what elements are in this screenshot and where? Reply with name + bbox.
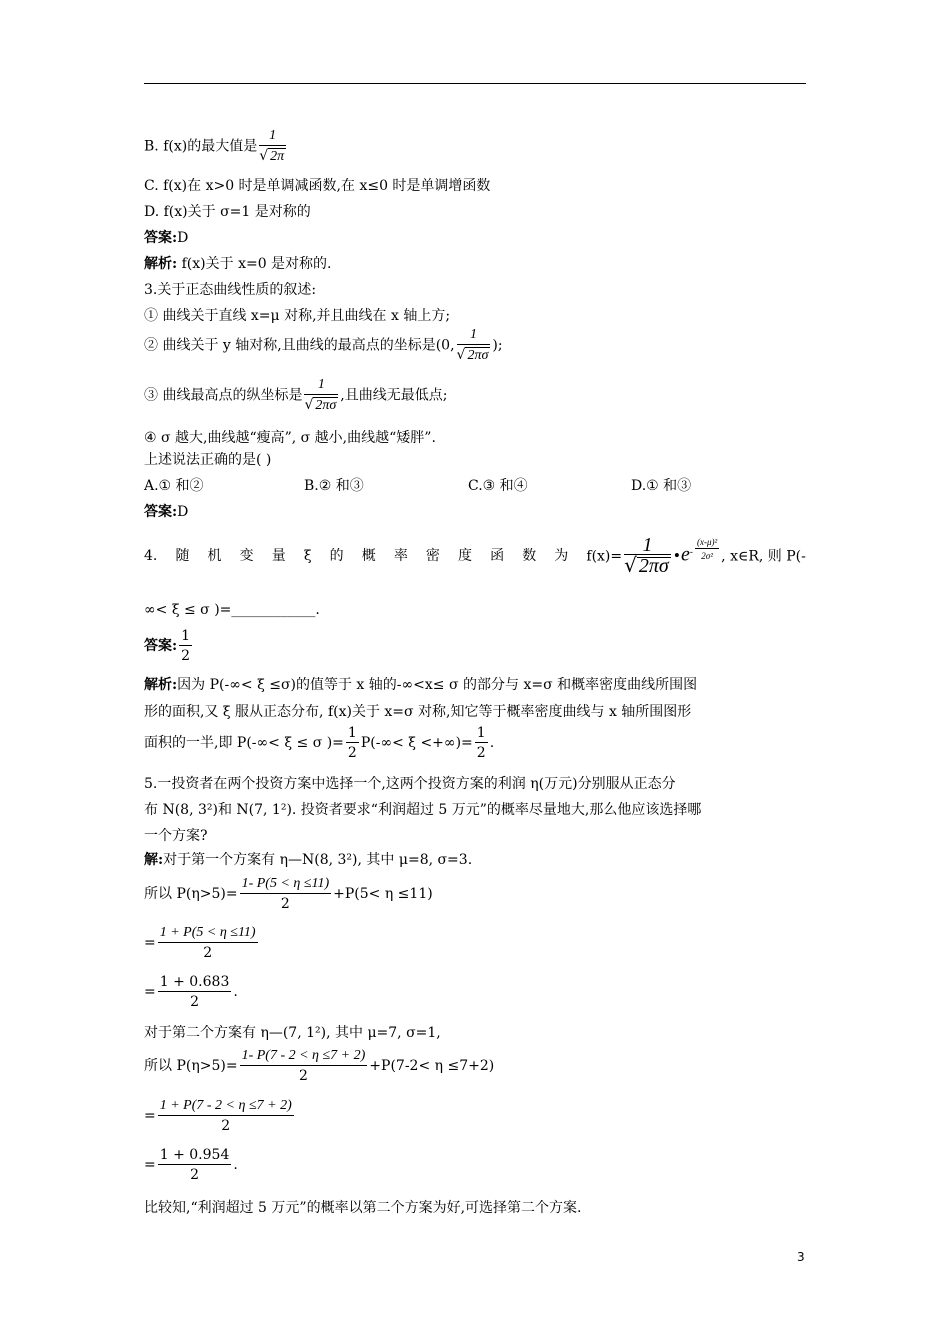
fraction: $\frac{1 + P(5 < \eta \le 11)}{2}$ — [159, 925, 256, 961]
fraction: $\frac{1}{2}$ — [476, 725, 486, 761]
conclusion: 比较知,“利润超过 5 万元”的概率以第二个方案为好,可选择第二个方案. — [144, 1200, 582, 1216]
fraction: $\frac{1}{√ 2\pi\sigma}$ — [456, 327, 489, 363]
fraction: $\frac{1}{2}$ — [347, 725, 357, 761]
answer-3: 答案: $\frac{1}{2}$ — [144, 628, 191, 664]
fraction: $\frac{1}{√ 2\pi\sigma}$ — [304, 377, 337, 413]
question-3-ask: 上述说法正确的是( ) — [144, 452, 272, 468]
fraction: $\frac{1 + 0.954}{2}$ — [159, 1147, 230, 1183]
fraction: $\frac{1}{2}$ — [181, 628, 191, 664]
solution-line-1: 解:对于第一个方案有 η—N(8, 3²), 其中 μ=8, σ=3. — [144, 852, 473, 868]
solution-line-2: 对于第二个方案有 η—(7, 1²), 其中 μ=7, σ=1, — [144, 1025, 441, 1041]
fraction: $\frac{1 + 0.683}{2}$ — [159, 974, 230, 1010]
explanation-1: 解析: f(x)关于 x=0 是对称的. — [144, 256, 332, 272]
explanation-3-line-2: 形的面积,又 ξ 服从正态分布, f(x)关于 x=σ 对称,知它等于概率密度曲线与 x 轴所围图形 — [144, 704, 692, 720]
option-c: C. f(x)在 x>0 时是单调减函数,在 x≤0 时是单调增函数 — [144, 178, 491, 194]
fraction: $\frac{1- P(7 - 2 < \eta \le 7 + 2)}{2}$ — [241, 1048, 366, 1084]
header-rule — [144, 83, 806, 84]
question-5-line-1: 5.一投资者在两个投资方案中选择一个,这两个投资方案的利润 η(万元)分别服从正态分 — [144, 776, 676, 792]
option-d: D. f(x)关于 σ=1 是对称的 — [144, 204, 311, 220]
question-5-line-2: 布 N(8, 3²)和 N(7, 1²). 投资者要求“利润超过 5 万元”的概率尽量地大,那么他应该选择哪 — [144, 802, 702, 818]
statement-1: ① 曲线关于直线 x=μ 对称,并且曲线在 x 轴上方; — [144, 308, 451, 324]
option-d-q3: D.① 和③ — [631, 478, 692, 494]
explanation-3-line-1: 解析:因为 P(-∞< ξ ≤σ)的值等于 x 轴的-∞<x≤ σ 的部分与 x=σ 和概率密度曲线所围图 — [144, 677, 698, 693]
fraction: $\frac{1}{√ 2\pi}$ — [259, 128, 285, 164]
answer-1: 答案:D — [144, 230, 189, 246]
page-number: 3 — [797, 1250, 805, 1264]
option-c-q3: C.③ 和④ — [468, 478, 528, 494]
fraction: $\frac{1}{√ 2\pi\sigma}$ — [624, 533, 669, 577]
statement-3: ③ 曲线最高点的纵坐标是 $\frac{1}{√ 2\pi\sigma}$ ,且曲线无最低点; — [144, 377, 448, 413]
solution-step-3: = $\frac{1 + 0.683}{2}$ . — [144, 974, 238, 1010]
question-4-line-2: ∞< ξ ≤ σ )=____________. — [144, 602, 320, 618]
option-a-q3: A.① 和② — [144, 478, 204, 494]
question-3: 3.关于正态曲线性质的叙述: — [144, 282, 317, 298]
question-5-line-3: 一个方案? — [144, 828, 208, 844]
option-b: B. f(x)的最大值是 $\frac{1}{√ 2\pi}$ — [144, 128, 285, 164]
statement-4: ④ σ 越大,曲线越“瘦高”, σ 越小,曲线越“矮胖”. — [144, 430, 436, 446]
answer-2: 答案:D — [144, 504, 189, 520]
fraction: $\frac{1 + P(7 - 2 < \eta \le 7 + 2)}{2}$ — [159, 1098, 292, 1134]
exponent-fraction: $\frac{\text{(x-μ)²}}{\text{2σ²}}$ — [696, 536, 718, 561]
statement-2: ② 曲线关于 y 轴对称,且曲线的最高点的坐标是(0, $\frac{1}{√ 2\pi\sigma}$ ); — [144, 327, 503, 363]
solution-step-1: 所以 P(η>5)= $\frac{1- P(5 < \eta \le 11)}{2}$ +P(5< η ≤11) — [144, 876, 433, 912]
solution-step-2: = $\frac{1 + P(5 < \eta \le 11)}{2}$ — [144, 925, 256, 961]
option-b-q3: B.② 和③ — [304, 478, 364, 494]
solution-step-4: 所以 P(η>5)= $\frac{1- P(7 - 2 < \eta \le 7 + 2)}{2}$ +P(7-2< η ≤7+2) — [144, 1048, 495, 1084]
explanation-3-line-3: 面积的一半,即 P(-∞< ξ ≤ σ )= $\frac{1}{2}$ P(-∞< ξ <+∞)= $\frac{1}{2}$ . — [144, 725, 495, 761]
solution-step-6: = $\frac{1 + 0.954}{2}$ . — [144, 1147, 238, 1183]
question-4: 4. 随 机 变 量 ξ 的 概 率 密 度 函 数 为 f(x)= $\frac{1}{√ 2\pi\sigma}$ •e- $\frac{\text{(x-μ)²}}{\text{2σ²}}$ , x∈R, 则 P(- — [144, 533, 806, 577]
solution-step-5: = $\frac{1 + P(7 - 2 < \eta \le 7 + 2)}{2}$ — [144, 1098, 292, 1134]
fraction: $\frac{1- P(5 < \eta \le 11)}{2}$ — [241, 876, 330, 912]
